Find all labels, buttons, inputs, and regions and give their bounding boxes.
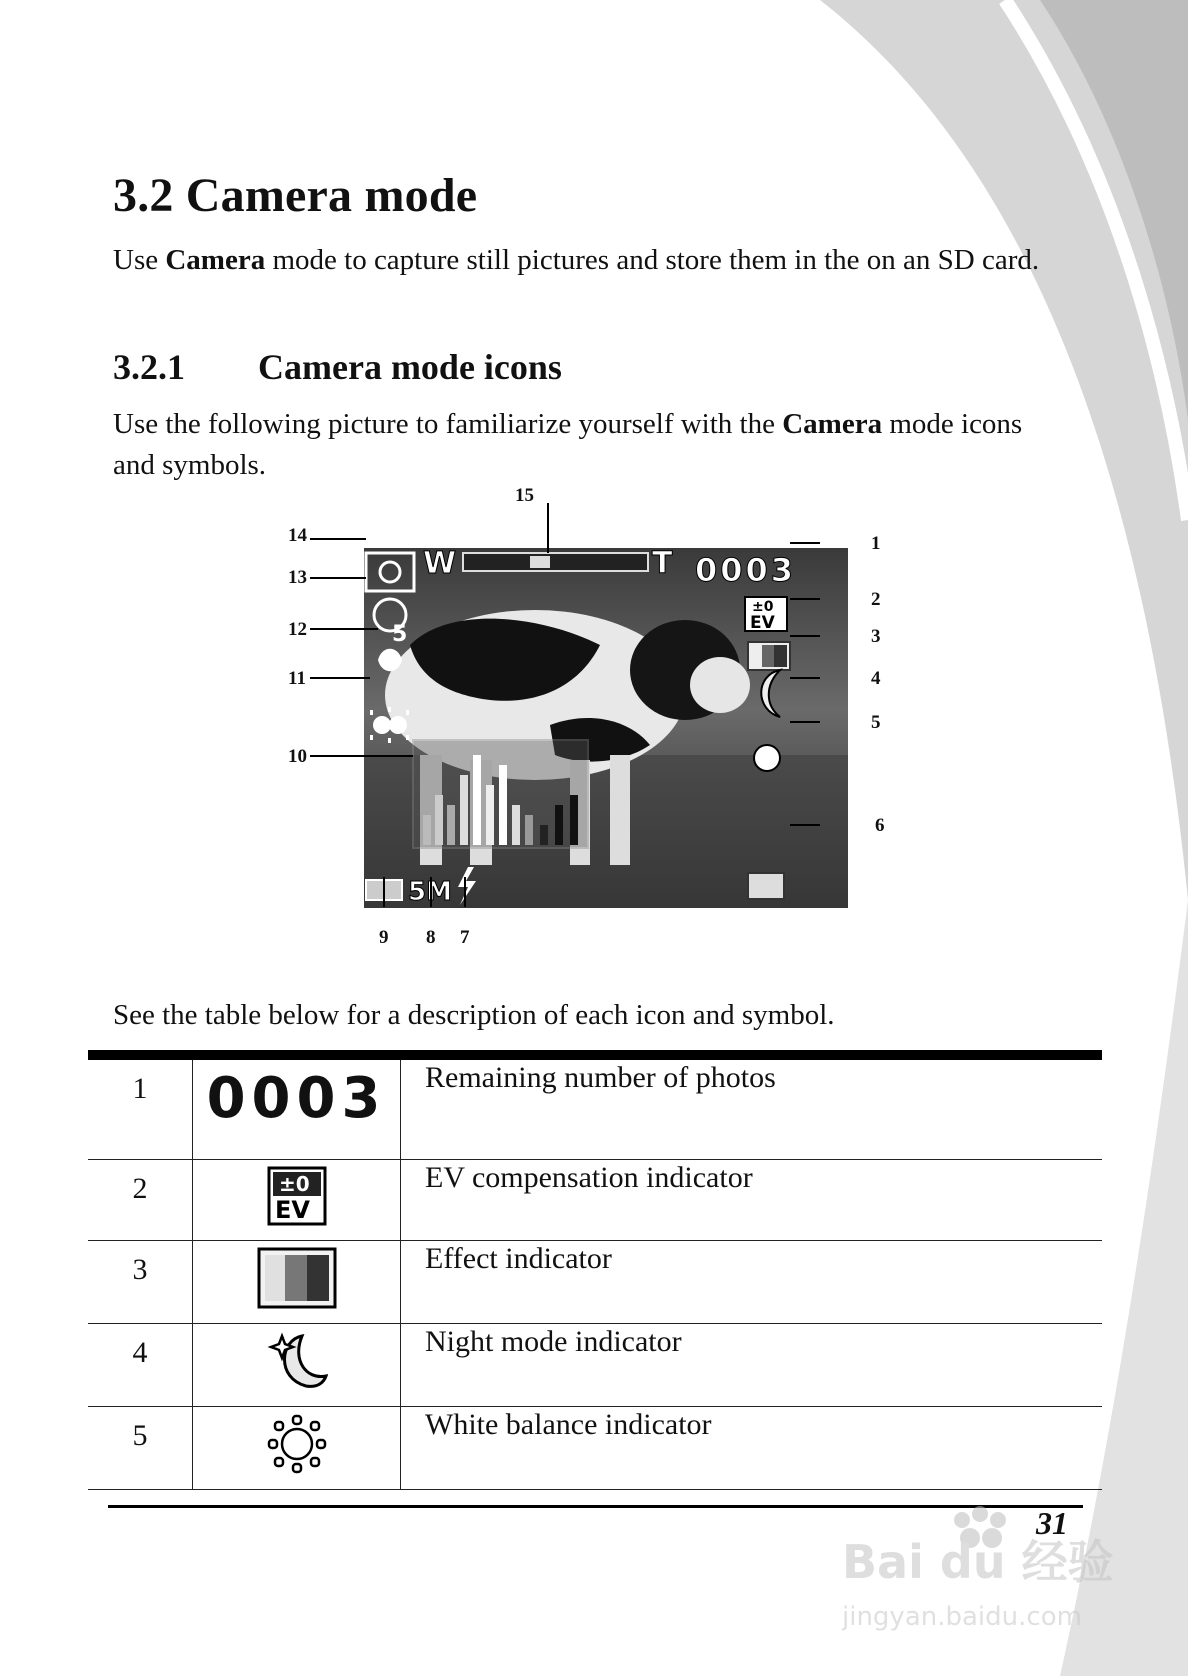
callout-15: 15 [515, 485, 534, 506]
callout-13: 13 [288, 567, 307, 588]
night-mode-icon [193, 1323, 401, 1406]
icon-table [88, 1050, 1102, 1490]
zoom-tele-label: T [652, 546, 673, 581]
callout-3: 3 [871, 626, 881, 647]
white-balance-icon [193, 1406, 401, 1489]
section-title: 3.2 Camera mode [113, 169, 478, 222]
shots-remaining-counter: 0003 [695, 551, 797, 589]
row-description: Remaining number of photos [401, 1055, 1103, 1159]
svg-text:±0: ±0 [752, 599, 774, 615]
ev-compensation-icon [193, 1159, 401, 1240]
table-row [88, 1406, 1102, 1489]
callout-5: 5 [871, 712, 881, 733]
row-description: White balance indicator [401, 1406, 1103, 1489]
table-row [88, 1323, 1102, 1406]
row-description: Effect indicator [401, 1240, 1103, 1323]
camera-screen-illustration [300, 495, 900, 965]
callout-10: 10 [288, 746, 307, 767]
effect-icon [193, 1240, 401, 1323]
row-number: 2 [88, 1159, 193, 1240]
wb-screen-icon [754, 745, 780, 771]
table-row [88, 1055, 1102, 1159]
zoom-bar [463, 553, 648, 571]
row-description: Night mode indicator [401, 1323, 1103, 1406]
row-number: 5 [88, 1406, 193, 1489]
section-intro: Use Camera mode to capture still pictures and store them in the on an SD card. [113, 244, 1040, 276]
callout-4: 4 [871, 668, 881, 689]
svg-text:5: 5 [392, 622, 408, 647]
row-number: 4 [88, 1323, 193, 1406]
sd-card-icon [748, 873, 784, 899]
table-row [88, 1240, 1102, 1323]
svg-text:EV: EV [750, 613, 775, 633]
resolution-icon: 5M [408, 877, 452, 907]
subsection-intro: Use the following picture to familiarize yourself with the Camera mode icons and symbols. [113, 408, 1023, 481]
zoom-wide-label: W [423, 546, 457, 581]
svg-text:Bai du 经验: Bai du 经验 [842, 1535, 1114, 1589]
callout-6: 6 [875, 815, 885, 836]
svg-text:jingyan.baidu.com: jingyan.baidu.com [842, 1602, 1082, 1632]
callout-7: 7 [460, 927, 470, 948]
baidu-jingyan-watermark [842, 1500, 1122, 1640]
callout-9: 9 [379, 927, 389, 948]
row-number: 3 [88, 1240, 193, 1323]
svg-text:±0: ±0 [278, 1171, 310, 1196]
histogram [413, 740, 588, 848]
row-description: EV compensation indicator [401, 1159, 1103, 1240]
subsection-title: 3.2.1 Camera mode icons [113, 347, 562, 387]
page-number: 31 [1036, 1505, 1068, 1541]
table-intro: See the table below for a description of each icon and symbol. [113, 999, 835, 1031]
callout-2: 2 [871, 589, 881, 610]
row-number: 1 [88, 1055, 193, 1159]
table-row [88, 1159, 1102, 1240]
svg-text:EV: EV [274, 1195, 310, 1224]
callout-12: 12 [288, 619, 307, 640]
counter-icon: 0003 [193, 1055, 401, 1159]
callout-8: 8 [426, 927, 436, 948]
callout-1: 1 [871, 533, 881, 554]
callout-14: 14 [288, 525, 307, 546]
camera-screen-figure [288, 485, 900, 965]
callout-11: 11 [288, 668, 306, 689]
